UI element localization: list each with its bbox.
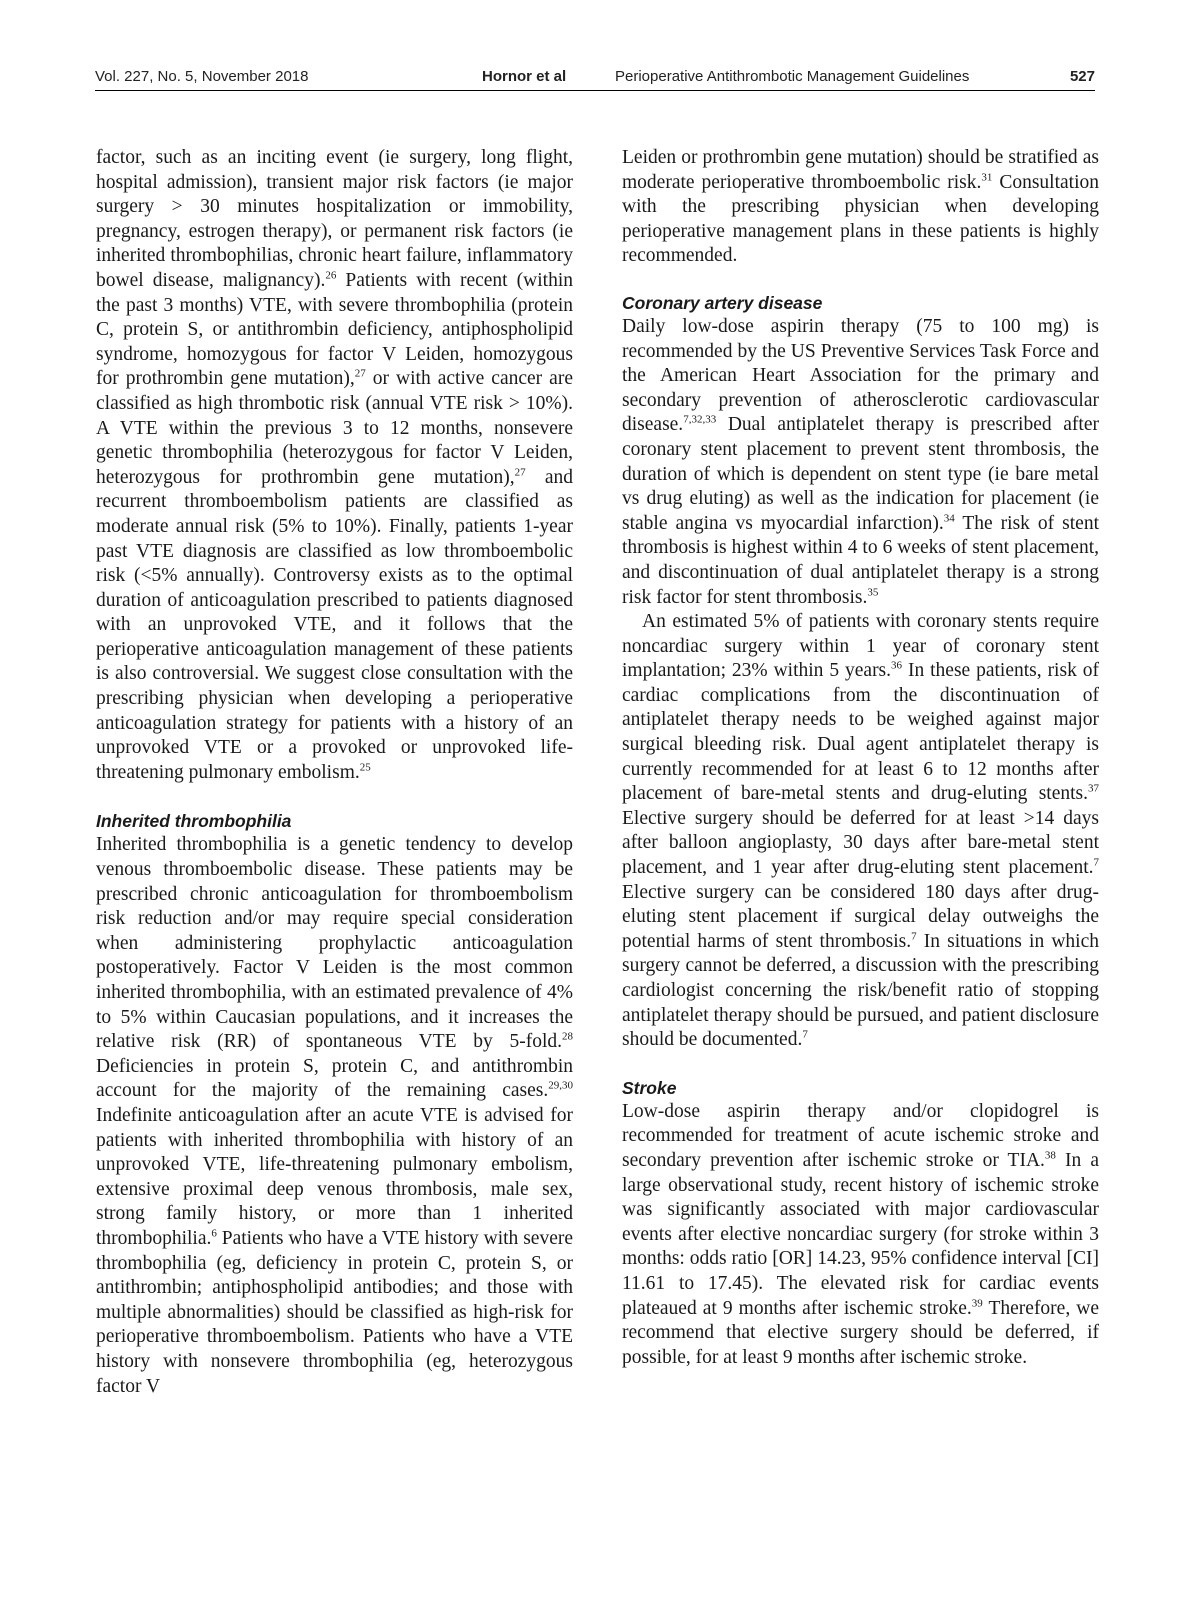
reference-superscript: 25 (359, 761, 371, 774)
reference-superscript: 39 (971, 1297, 983, 1310)
reference-superscript: 31 (981, 171, 993, 184)
right-column (622, 146, 1099, 1370)
reference-superscript: 7 (911, 930, 917, 943)
reference-superscript: 7 (1093, 856, 1099, 869)
section-heading-inherited-thrombophilia: Inherited thrombophilia (96, 811, 292, 832)
reference-superscript: 36 (891, 659, 903, 672)
page-number: 527 (1069, 68, 1095, 85)
section-heading-stroke: Stroke (622, 1077, 677, 1098)
reference-superscript: 29,30 (548, 1079, 573, 1092)
reference-superscript: 37 (1088, 782, 1099, 795)
reference-superscript: 7 (802, 1028, 808, 1041)
reference-superscript: 28 (562, 1030, 573, 1043)
reference-superscript: 26 (325, 269, 337, 282)
paragraph-coronary-stents: An estimated 5% of patients with coronary stents require noncardiac surgery within 1 year of coronary stent implantation; 23% within 5 years.$^{36}$ In these patients, risk of cardiac complications from the discontinuation of antiplatelet therapy needs to be weighed against major surgical bleeding risk. Dual agent antiplatelet therapy is currently recommended for at least 6 to 12 months after placement of bare-metal stents and drug-eluting stents.$^{37}$ Elective surgery should be deferred for at least >14 days after balloon angioplasty, 30 days after bare-metal stent placement, and 1 year after drug-eluting stent placement.$^7$ Elective surgery can be considered 180 days after drug-eluting stent placement if surgical delay outweighs the potential harms of stent thrombosis.$^7$ In situations in which surgery cannot be deferred, a discussion with the prescribing cardiologist concerning the risk/benefit ratio of stopping antiplatelet therapy should be pursued, and patient disclosure should be documented.$^7$ (622, 611, 1099, 1051)
running-header (95, 66, 1095, 91)
section-heading-coronary-artery-disease: Coronary artery disease (622, 292, 823, 313)
reference-superscript: 38 (1044, 1149, 1056, 1162)
journal-volume: Vol. 227, No. 5, November 2018 (95, 68, 309, 85)
reference-superscript: 35 (867, 586, 879, 598)
paragraph-stroke: Low-dose aspirin therapy and/or clopidogrel is recommended for treatment of acute ischemic stroke and secondary prevention after ischemic stroke or TIA.$^{38}$ In a large observational study, recent history of ischemic stroke was significantly associated with major cardiovascular events after elective noncardiac surgery (for stroke within 3 months: odds ratio [OR] 14.23, 95% confidence interval [CI] 11.61 to 17.45). The elevated risk for cardiac events plateaued at 9 months after ischemic stroke.$^{39}$ Therefore, we recommend that elective surgery should be deferred, if possible, for at least 9 months after ischemic stroke. (622, 1100, 1099, 1368)
paragraph-thrombophilia-continued: Leiden or prothrombin gene mutation) should be stratified as moderate perioperative thromboembolic risk.$^{31}$ Consultation with the prescribing physician when developing perioperative management plans in these patients is highly recommended. (622, 147, 1099, 267)
running-authors: Hornor et al (482, 68, 567, 85)
reference-superscript: 34 (943, 512, 955, 525)
reference-superscript: 6 (211, 1227, 217, 1240)
paragraph-coronary-aspirin: Daily low-dose aspirin therapy (75 to 100 mg) is recommended by the US Preventive Services Task Force and the American Heart Association for the primary and secondary prevention of atherosclerotic cardiovascular disease.$^{7,32,33}$ Dual antiplatelet therapy is prescribed after coronary stent placement to prevent stent thrombosis, the duration of which is dependent on stent type (ie bare metal vs drug eluting) as well as the indication for placement (ie stable angina vs myocardial infarction).$^{34}$ The risk of stent thrombosis is highest within 4 to 6 weeks of stent placement, and discontinuation of dual antiplatelet therapy is a strong risk factor for stent thrombosis.$^{35}$ (622, 315, 1099, 608)
reference-superscript: 27 (354, 367, 366, 380)
paragraph-inherited-thrombophilia: Inherited thrombophilia is a genetic tendency to develop venous thromboembolic disease. These patients may be prescribed chronic anticoagulation for thromboembolism risk reduction and/or may require special consideration when administering prophylactic anticoagulation postoperatively. Factor V Leiden is the most common inherited thrombophilia, with an estimated prevalence of 4% to 5% within Caucasian populations, and it increases the relative risk (RR) of spontaneous VTE by 5-fold.$^{28}$ Deficiencies in protein S, protein C, and antithrombin account for the majority of the remaining cases.$^{29,30}$ Indefinite anticoagulation after an acute VTE is advised for patients with inherited thrombophilia with history of an unprovoked VTE, life-threatening pulmonary embolism, extensive proximal deep venous thrombosis, male sex, strong family history, or more than 1 inherited thrombophilia.$^6$ Patients who have a VTE history with severe thrombophilia (eg, deficiency in protein C, protein S, or antithrombin; antiphospholipid antibodies; and those with multiple abnormalities) should be classified as high-risk for perioperative thromboembolism. Patients who have a VTE history with nonsevere thrombophilia (eg, heterozygous factor V (96, 834, 573, 1397)
running-title: Perioperative Antithrombotic Management Guidelines (615, 68, 970, 85)
paragraph-vte-risk: factor, such as an inciting event (ie surgery, long flight, hospital admission), transient major risk factors (ie major surgery > 30 minutes hospitalization or immobility, pregnancy, estrogen therapy), or permanent risk factors (ie inherited thrombophilias, chronic heart failure, inflammatory bowel disease, malignancy).$^{26}$ Patients with recent (within the past 3 months) VTE, with severe thrombophilia (protein C, protein S, or antithrombin deficiency, antiphospholipid syndrome, homozygous for factor V Leiden, homozygous for prothrombin gene mutation),$^{27}$ or with active cancer are classified as high thrombotic risk (annual VTE risk > 10%). A VTE within the previous 3 to 12 months, nonsevere genetic thrombophilia (heterozygous for factor V Leiden, heterozygous for prothrombin gene mutation),$^{27}$ and recurrent thromboembolism patients are classified as moderate annual risk (5% to 10%). Finally, patients 1-year past VTE diagnosis are classified as low thromboembolic risk (<5% annually). Controversy exists as to the optimal duration of anticoagulation prescribed to patients diagnosed with an unprovoked VTE, and it follows that the perioperative anticoagulation management of these patients is also controversial. We suggest close consultation with the prescribing physician when developing a perioperative anticoagulation strategy for patients with a history of an unprovoked VTE or a provoked or unprovoked life-threatening pulmonary embolism.$^{25}$ (96, 147, 574, 783)
reference-superscript: 7,32,33 (683, 413, 717, 426)
left-column (96, 146, 573, 1399)
reference-superscript: 27 (514, 466, 526, 479)
